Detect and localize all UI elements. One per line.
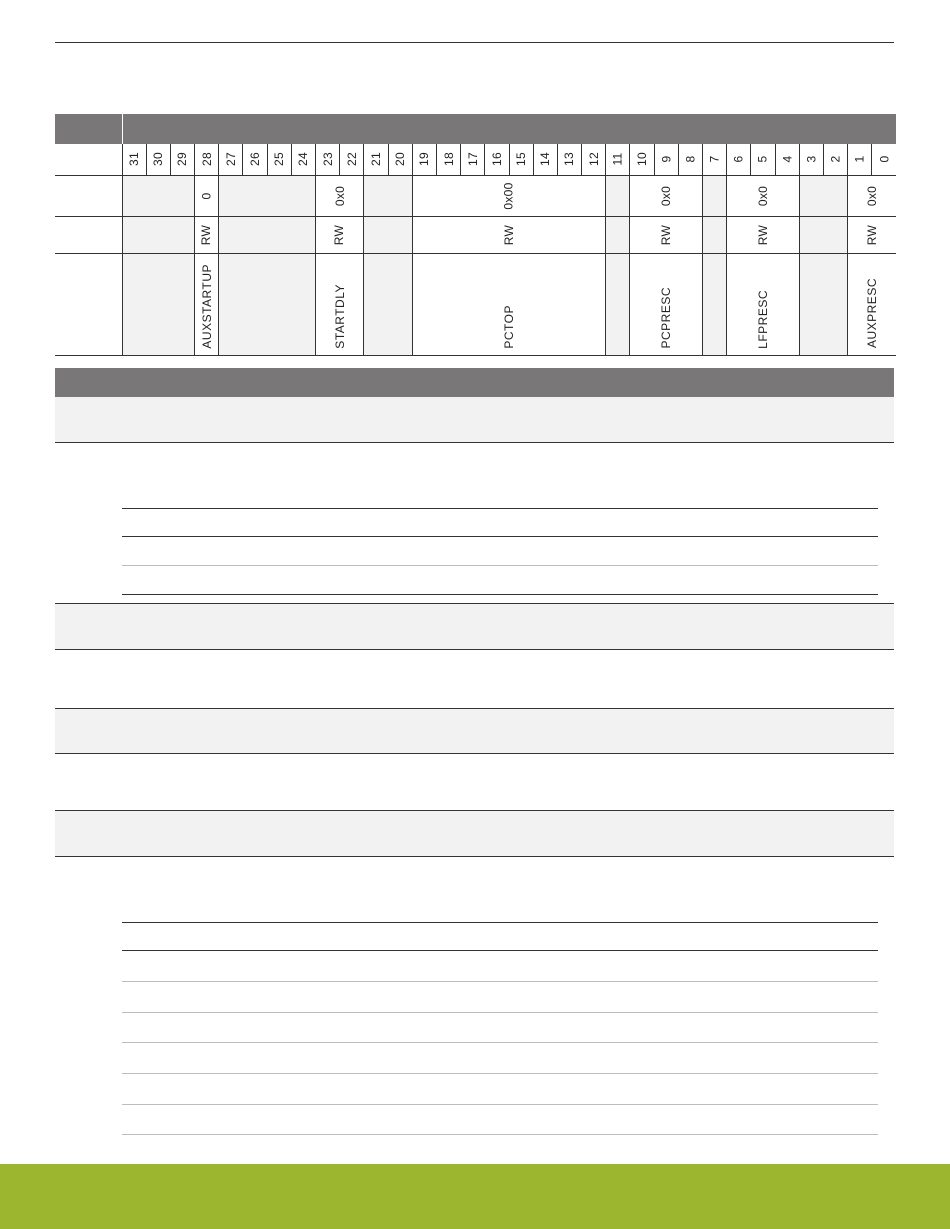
- field-name: STARTDLY: [332, 283, 347, 349]
- field-name: PCPRESC: [659, 286, 674, 349]
- subtable-bottom-rule: [122, 594, 878, 595]
- bit-number-cell: [823, 144, 847, 175]
- subtable-header-rule: [122, 508, 878, 509]
- field-name-cell: [195, 253, 219, 355]
- access-type: RW: [659, 224, 674, 245]
- bit-number-cell: [219, 144, 243, 175]
- access-type: RW: [332, 224, 347, 245]
- bit-number-cell: [848, 144, 872, 175]
- subtable-header-rule: [122, 922, 878, 923]
- access-type-cell: [848, 216, 896, 253]
- desc-row-4: [55, 650, 894, 708]
- access-type: RW: [865, 224, 880, 245]
- bit-number-cell: [485, 144, 509, 175]
- bit-number-cell: [122, 144, 146, 175]
- desc-row-5: [55, 709, 894, 753]
- reserved-field-cell: [606, 175, 630, 216]
- reset-value: 0x00: [501, 181, 516, 210]
- bit-number-cell: [703, 144, 727, 175]
- bit-number: 9: [659, 155, 674, 163]
- access-type: RW: [755, 224, 770, 245]
- reserved-field-cell: [606, 253, 630, 355]
- reserved-field-cell: [364, 253, 412, 355]
- bit-number-cell: [751, 144, 775, 175]
- desc-row-2: [55, 443, 894, 603]
- subtable-rule: [122, 1012, 878, 1013]
- access-row: [55, 216, 896, 253]
- subtable-rule: [122, 981, 878, 982]
- bit-number: 4: [780, 155, 795, 163]
- reserved-field-cell: [606, 216, 630, 253]
- bit-number: 29: [175, 152, 190, 167]
- bit-number: 31: [127, 152, 142, 167]
- field-name: LFPRESC: [755, 289, 770, 349]
- field-name-row: [55, 253, 896, 355]
- page-top-rule: [55, 42, 894, 43]
- bit-number-cell: [606, 144, 630, 175]
- access-type: RW: [199, 224, 214, 245]
- bit-number-cell: [412, 144, 436, 175]
- bit-number: 19: [417, 152, 432, 167]
- reserved-field-cell: [799, 253, 847, 355]
- bit-number-cell: [340, 144, 364, 175]
- bit-number-cell: [678, 144, 702, 175]
- reserved-field-cell: [703, 175, 727, 216]
- bit-number-cell: [195, 144, 219, 175]
- bit-number: 0: [877, 155, 892, 163]
- bit-number-cell: [364, 144, 388, 175]
- reset-value: 0x0: [332, 185, 347, 206]
- reset-value: 0: [199, 192, 214, 199]
- bit-number-cell: [388, 144, 412, 175]
- bit-number-cell: [291, 144, 315, 175]
- subtable-rule: [122, 1073, 878, 1074]
- bit-number: 8: [683, 155, 698, 163]
- bit-number: 1: [852, 155, 867, 163]
- bit-number-cell: [799, 144, 823, 175]
- bit-number: 12: [586, 152, 601, 167]
- bit-number-cell: [775, 144, 799, 175]
- reserved-field-cell: [219, 216, 316, 253]
- name-row-label: [55, 253, 122, 355]
- bit-number-cell: [461, 144, 485, 175]
- bit-number: 5: [755, 155, 770, 163]
- reset-value: 0x0: [865, 185, 880, 206]
- bit-number: 15: [514, 152, 529, 167]
- access-type-cell: [412, 216, 606, 253]
- field-name: PCTOP: [502, 304, 516, 349]
- bit-row-label: [55, 144, 122, 175]
- bit-number: 16: [489, 152, 504, 167]
- bit-number-cell: [533, 144, 557, 175]
- field-name-cell: [727, 253, 800, 355]
- bit-number-cell: [243, 144, 267, 175]
- bit-number-cell: [509, 144, 533, 175]
- bit-number: 25: [272, 152, 287, 167]
- description-table-header: [55, 368, 894, 397]
- field-name-cell: [316, 253, 364, 355]
- reserved-field-cell: [799, 216, 847, 253]
- subtable-rule: [122, 1134, 878, 1135]
- reset-value-cell: [195, 175, 219, 216]
- bit-number: 18: [441, 152, 456, 167]
- bit-number: 14: [538, 152, 553, 167]
- register-header-row: [55, 114, 896, 144]
- desc-row-1: [55, 397, 894, 442]
- bit-number-cell: [727, 144, 751, 175]
- bit-number: 13: [562, 152, 577, 167]
- reset-value: 0x0: [755, 185, 770, 206]
- register-header-bits-cell: [122, 114, 896, 144]
- bit-number: 23: [320, 152, 335, 167]
- reset-value-cell: [727, 175, 800, 216]
- reset-row-label: [55, 175, 122, 216]
- bit-number: 24: [296, 152, 311, 167]
- reset-value-cell: [630, 175, 703, 216]
- access-type-cell: [195, 216, 219, 253]
- access-type-cell: [316, 216, 364, 253]
- bit-number-cell: [316, 144, 340, 175]
- bit-number: 10: [635, 152, 650, 167]
- bit-number: 28: [199, 152, 214, 167]
- bit-number-cell: [872, 144, 896, 175]
- register-bit-table: [55, 114, 896, 356]
- reserved-field-cell: [703, 253, 727, 355]
- subtable-rule: [122, 1042, 878, 1043]
- bit-number: 17: [465, 152, 480, 167]
- reserved-field-cell: [122, 216, 195, 253]
- bit-number: 21: [368, 152, 383, 167]
- field-name: AUXPRESC: [865, 278, 880, 349]
- register-header-label-cell: [55, 114, 122, 144]
- subtable-rule: [122, 536, 878, 537]
- access-row-label: [55, 216, 122, 253]
- bit-number-cell: [630, 144, 654, 175]
- bit-number: 7: [707, 155, 722, 163]
- reset-value-row: [55, 175, 896, 216]
- bit-number-cell: [557, 144, 581, 175]
- access-type-cell: [630, 216, 703, 253]
- bit-number: 27: [223, 152, 238, 167]
- bit-number-cell: [146, 144, 170, 175]
- page-footer-band: [0, 1164, 950, 1229]
- bit-number-row: [55, 144, 896, 175]
- reset-value-cell: [316, 175, 364, 216]
- access-type: RW: [501, 224, 516, 245]
- bit-number-cell: [582, 144, 606, 175]
- access-type-cell: [727, 216, 800, 253]
- bit-number: 11: [610, 152, 625, 166]
- bit-number: 22: [344, 152, 359, 167]
- desc-row-3: [55, 604, 894, 649]
- reset-value-cell: [848, 175, 896, 216]
- reserved-field-cell: [364, 175, 412, 216]
- reserved-field-cell: [122, 175, 195, 216]
- bit-number: 3: [804, 155, 819, 163]
- subtable-rule: [122, 1104, 878, 1105]
- reset-value: 0x0: [659, 185, 674, 206]
- bit-number: 20: [393, 152, 408, 167]
- reserved-field-cell: [799, 175, 847, 216]
- bit-number: 26: [248, 152, 263, 167]
- field-name: AUXSTARTUP: [199, 263, 214, 349]
- subtable-rule: [122, 950, 878, 951]
- desc-rule: [55, 856, 894, 857]
- subtable-rule: [122, 565, 878, 566]
- field-name-cell: [412, 253, 606, 355]
- bit-number: 30: [151, 152, 166, 167]
- field-name-cell: [848, 253, 896, 355]
- bit-number-cell: [267, 144, 291, 175]
- reserved-field-cell: [122, 253, 195, 355]
- field-name-cell: [630, 253, 703, 355]
- bit-number-cell: [436, 144, 460, 175]
- reserved-field-cell: [219, 253, 316, 355]
- bit-number-cell: [170, 144, 194, 175]
- bit-number: 6: [731, 155, 746, 163]
- desc-row-6: [55, 754, 894, 810]
- reset-value-cell: [412, 175, 606, 216]
- reserved-field-cell: [219, 175, 316, 216]
- bit-number: 2: [828, 155, 843, 163]
- bit-number-cell: [654, 144, 678, 175]
- desc-row-7: [55, 811, 894, 856]
- reserved-field-cell: [703, 216, 727, 253]
- reserved-field-cell: [364, 216, 412, 253]
